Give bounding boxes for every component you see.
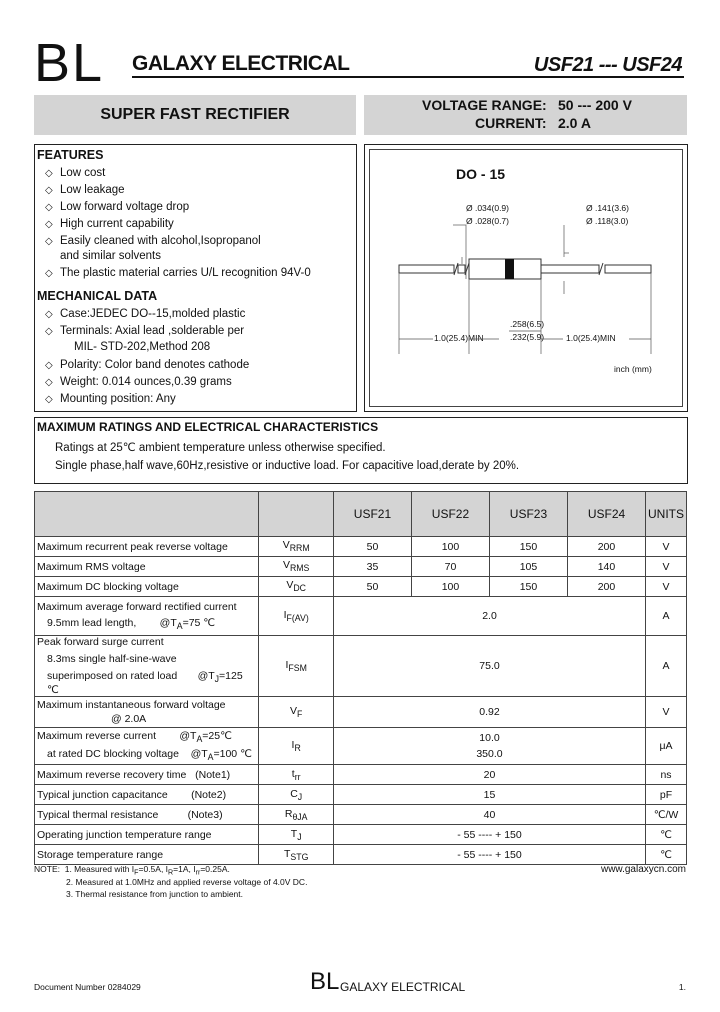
row-value: 200 [567,577,645,597]
row-param: Maximum average forward rectified current 9.5mm lead length, $@T_A=75$ ℃ [35,597,259,636]
diamond-bullet-icon: ◇ [45,394,53,405]
row-unit: V [646,577,687,597]
row-symbol: $t_{rr}$ [259,765,334,785]
current-value: 2.0 A [558,115,591,131]
row-symbol: $C_J$ [259,785,334,805]
row-value: 2.0 [333,597,645,636]
row-value: 75.0 [333,636,645,697]
mechanical-item: ◇ Polarity: Color band denotes cathode [45,359,250,371]
row-param: Operating junction temperature range [35,825,259,845]
header-rule [132,76,684,78]
col-header-usf22: USF22 [411,492,489,537]
note-1: NOTE: 1. Measured with $I_F=0.5A$, $I_R=1A$, $I_{rr}=0.25A$. [34,864,230,877]
row-param: Maximum RMS voltage [35,557,259,577]
col-header-units: UNITS [646,492,687,537]
mechanical-item: ◇ Mounting position: Any [45,393,176,405]
note-3: 3. Thermal resistance from junction to ambient. [66,889,244,899]
row-unit: V [646,697,687,728]
diagram-units: inch (mm) [614,364,652,374]
mechanical-item: ◇ Weight: 0.014 ounces,0.39 grams [45,376,232,388]
row-value: 105 [489,557,567,577]
row-symbol: $I_{FSM}$ [259,636,334,697]
spec-summary [364,95,687,135]
table-row-cj [35,785,687,805]
row-value: 10.0 350.0 [333,728,645,765]
table-row-surge [35,636,687,697]
package-name: DO - 15 [456,166,506,182]
feature-item: ◇ High current capability [45,218,174,230]
ratings-panel [34,417,688,484]
lead-diameter-min: Ø .028(0.7) [466,216,509,226]
row-param: Maximum reverse recovery time (Note1) [35,765,259,785]
diamond-bullet-icon: ◇ [45,185,53,196]
row-value: 70 [411,557,489,577]
table-row-tj [35,825,687,845]
mechanical-heading: MECHANICAL DATA [37,289,158,303]
lead-length-left: 1.0(25.4)MIN [434,333,484,343]
row-symbol: $T_J$ [259,825,334,845]
row-unit: A [646,597,687,636]
table-row [35,537,687,557]
row-value: 20 [333,765,645,785]
footer-company: GALAXY ELECTRICAL [340,980,466,994]
row-param: Maximum reverse current $@T_A=25℃$ at rated DC blocking voltage $@T_A=100$ ℃ [35,728,259,765]
row-value: 200 [567,537,645,557]
mechanical-item: ◇ Terminals: Axial lead ,solderable per [45,325,245,337]
diamond-bullet-icon: ◇ [45,168,53,179]
row-symbol: $V_{RMS}$ [259,557,334,577]
row-param: Typical thermal resistance (Note3) [35,805,259,825]
col-header-usf23: USF23 [489,492,567,537]
row-unit: ℃ [646,825,687,845]
row-param: Maximum instantaneous forward voltage @ 2.0A [35,697,259,728]
row-value: 100 [411,577,489,597]
company-name: GALAXY ELECTRICAL [132,52,350,75]
note-2: 2. Measured at 1.0MHz and applied reverse voltage of 4.0V DC. [66,877,308,887]
website-link[interactable]: www.galaxycn.com [600,864,686,875]
row-value: 50 [333,537,411,557]
row-value: 0.92 [333,697,645,728]
ratings-conditions-load: Single phase,half wave,60Hz,resistive or inductive load. For capacitive load,derate by 20%. [55,460,520,472]
row-unit: V [646,537,687,557]
body-diameter-min: Ø .118(3.0) [586,216,629,226]
row-param: Maximum recurrent peak reverse voltage [35,537,259,557]
row-unit: ns [646,765,687,785]
diamond-bullet-icon: ◇ [45,360,53,371]
table-row-vf [35,697,687,728]
current-label: CURRENT: [475,115,547,131]
diamond-bullet-icon: ◇ [45,268,53,279]
product-title: SUPER FAST RECTIFIER [34,95,356,135]
row-value: - 55 ---- + 150 [333,845,645,865]
table-row-trr [35,765,687,785]
ratings-conditions-temp: Ratings at 25℃ ambient temperature unless otherwise specified. [55,442,386,454]
row-param: Storage temperature range [35,845,259,865]
do15-package-drawing [369,149,681,405]
row-param: Peak forward surge current 8.3ms single half-sine-wave superimposed on rated load $@T_J=125$ ℃ [35,636,259,697]
voltage-range-value: 50 --- 200 V [558,97,632,113]
diamond-bullet-icon: ◇ [45,326,53,337]
table-row-ir [35,728,687,765]
col-header-usf21: USF21 [333,492,411,537]
diamond-bullet-icon: ◇ [45,309,53,320]
diamond-bullet-icon: ◇ [45,377,53,388]
row-symbol: $R_{\theta JA}$ [259,805,334,825]
footer-logo: BL [310,968,340,995]
right-lead [541,265,651,273]
row-value: 15 [333,785,645,805]
table-row-rth [35,805,687,825]
row-unit: μA [646,728,687,765]
mechanical-item: ◇ Case:JEDEC DO--15,molded plastic [45,308,246,320]
ratings-heading: MAXIMUM RATINGS AND ELECTRICAL CHARACTERISTICS [37,420,379,434]
body-diameter-max: Ø .141(3.6) [586,203,629,213]
row-value: - 55 ---- + 150 [333,825,645,845]
feature-item: ◇ Low cost [45,167,106,179]
right-break-mark [599,263,603,275]
row-symbol: $T_{STG}$ [259,845,334,865]
lead-length-right: 1.0(25.4)MIN [566,333,616,343]
diamond-bullet-icon: ◇ [45,219,53,230]
row-symbol: $V_{DC}$ [259,577,334,597]
row-value: 35 [333,557,411,577]
table-row [35,577,687,597]
features-panel [34,144,357,412]
row-param: Maximum DC blocking voltage [35,577,259,597]
cathode-band [505,259,514,279]
row-symbol: $V_{RRM}$ [259,537,334,557]
characteristics-table [34,491,687,865]
row-value: 40 [333,805,645,825]
row-value: 140 [567,557,645,577]
diamond-bullet-icon: ◇ [45,202,53,213]
mechanical-item-continuation: MIL- STD-202,Method 208 [74,341,211,353]
row-unit: pF [646,785,687,805]
table-header-param [35,492,259,537]
feature-item: ◇ Low forward voltage drop [45,201,190,213]
row-value: 100 [411,537,489,557]
row-unit: V [646,557,687,577]
lead-diameter-max: Ø .034(0.9) [466,203,509,213]
feature-item: ◇ Low leakage [45,184,125,196]
feature-item: ◇ The plastic material carries U/L recognition 94V-0 [45,267,311,279]
row-symbol: $V_F$ [259,697,334,728]
table-header-symbol [259,492,334,537]
document-number: Document Number 0284029 [34,982,141,992]
table-header-row [35,492,687,537]
part-number-range: USF21 --- USF24 [533,54,682,76]
row-unit: A [646,636,687,697]
diamond-bullet-icon: ◇ [45,236,53,247]
company-logo: BL [34,33,105,93]
left-break-mark [454,263,458,275]
row-value: 150 [489,537,567,557]
table-row-avg-current [35,597,687,636]
body-length-max: .258(6.5) [510,319,545,329]
body-length-min: .232(5.9) [510,332,545,342]
row-symbol: $I_R$ [259,728,334,765]
row-param: Typical junction capacitance (Note2) [35,785,259,805]
table-row-tstg [35,845,687,865]
page-number: 1. [678,982,686,992]
feature-item-continuation: and similar solvents [60,250,161,262]
row-unit: ℃ [646,845,687,865]
voltage-range-label: VOLTAGE RANGE: [422,97,547,113]
features-heading: FEATURES [37,148,104,162]
table-row [35,557,687,577]
row-value: 150 [489,577,567,597]
left-break-mark-2 [465,263,469,275]
row-value: 50 [333,577,411,597]
col-header-usf24: USF24 [567,492,645,537]
feature-item: ◇ Easily cleaned with alcohol,Isopropanol [45,235,261,247]
row-unit: ℃/W [646,805,687,825]
row-symbol: $I_{F(AV)}$ [259,597,334,636]
